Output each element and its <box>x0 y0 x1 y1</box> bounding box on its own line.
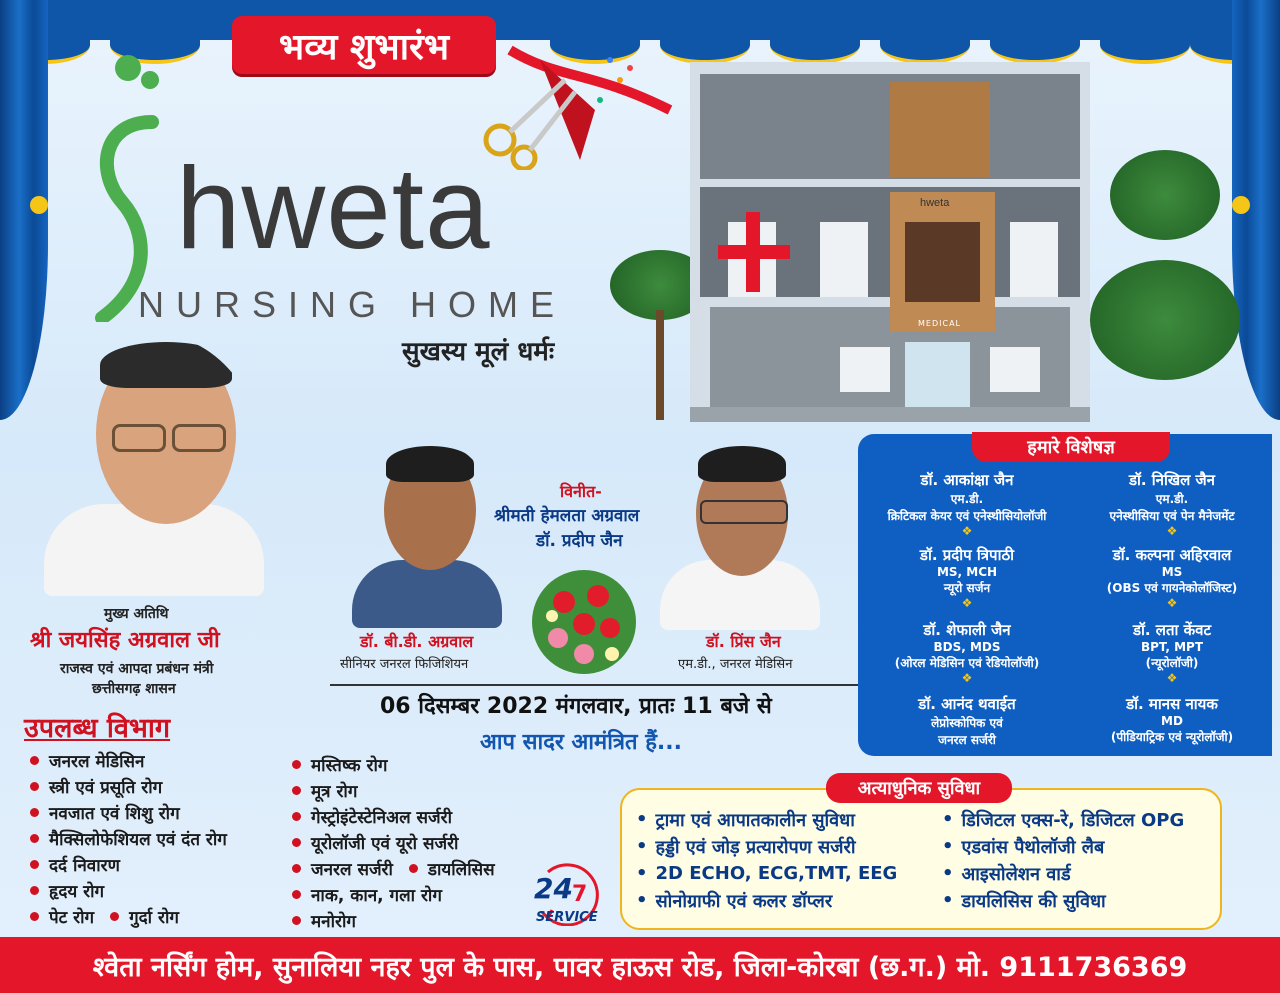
specialist-name: डॉ. लता केंवट <box>1132 621 1212 639</box>
tree-image <box>1090 150 1240 420</box>
departments-title: उपलब्ध विभाग <box>24 713 171 744</box>
specialist-name: डॉ. निखिल जैन <box>1128 471 1216 489</box>
valance-scallop <box>770 26 860 64</box>
bullet-icon <box>292 916 301 925</box>
specialist-card <box>862 694 1072 748</box>
list-item: • हड्डी एवं जोड़ प्रत्यारोपण सर्जरी <box>636 833 897 860</box>
service-days: 7 <box>572 882 588 907</box>
logo-subtitle: NURSING HOME <box>138 284 567 325</box>
bullet-icon <box>292 812 301 821</box>
specialist-degree: MD <box>1161 714 1183 728</box>
list-item: दर्द निवारण <box>30 851 227 877</box>
doctor-name: डॉ. बी.डी. अग्रवाल <box>360 632 474 651</box>
specialist-name: डॉ. कल्पना अहिरवाल <box>1112 546 1232 564</box>
specialist-field: जनरल सर्जरी <box>938 733 996 747</box>
list-item: पेट रोग गुर्दा रोग <box>30 903 227 929</box>
list-item: • सोनोग्राफी एवं कलर डॉप्लर <box>636 887 897 914</box>
bullet-icon <box>292 760 301 769</box>
bullet-icon <box>110 912 119 921</box>
specialist-name: डॉ. आनंद थवाईत <box>918 695 1016 713</box>
specialist-name: डॉ. शेफाली जैन <box>923 621 1011 639</box>
list-item: • ट्रामा एवं आपातकालीन सुविधा <box>636 806 897 833</box>
event-date: 06 दिसम्बर 2022 मंगलवार, प्रातः 11 बजे से <box>380 694 772 719</box>
list-item: नाक, कान, गला रोग <box>292 881 495 907</box>
specialist-field: (पीडियाट्रिक एवं न्यूरोलॉजी) <box>1110 730 1234 744</box>
building-sign: hweta <box>920 197 950 209</box>
diamond-icon: ❖ <box>1166 671 1178 685</box>
facilities-title: अत्याधुनिक सुविधा <box>826 773 1012 803</box>
specialist-degree: MS, MCH <box>936 565 998 579</box>
list-item: हृदय रोग <box>30 877 227 903</box>
specialist-card <box>1072 694 1272 745</box>
service-badge <box>528 862 612 926</box>
building-label: MEDICAL <box>918 319 961 328</box>
specialist-degree: BPT, MPT <box>1140 640 1204 654</box>
specialist-field: न्यूरो सर्जन <box>943 581 991 595</box>
doctor-degree: एम.डी., जनरल मेडिसिन <box>678 657 793 672</box>
chief-guest-photo <box>44 334 264 596</box>
host-name: श्रीमती हेमलता अग्रवाल <box>494 506 640 526</box>
list-item: • आइसोलेशन वार्ड <box>942 860 1184 887</box>
bullet-icon <box>30 912 39 921</box>
hospital-building-image <box>690 62 1090 422</box>
chief-guest-label: मुख्य अतिथि <box>104 606 169 622</box>
tagline: सुखस्य मूलं धर्मः <box>402 337 555 367</box>
chief-guest-name: श्री जयसिंह अग्रवाल जी <box>30 628 220 653</box>
specialist-degree: MS <box>1161 565 1183 579</box>
grand-opening-banner: भव्य शुभारंभ <box>232 16 496 74</box>
list-item: • डिजिटल एक्स-रे, डिजिटल OPG <box>942 806 1184 833</box>
specialist-degree: एम.डी. <box>1155 492 1189 506</box>
specialist-field: एनेस्थीसिया एवं पेन मैनेजमेंट <box>1109 509 1235 523</box>
bullet-icon <box>30 860 39 869</box>
list-item: मैक्सिलोफेशियल एवं दंत रोग <box>30 825 227 851</box>
specialist-field: क्रिटिकल केयर एवं एनेस्थीसियोलॉजी <box>887 509 1047 523</box>
list-item: यूरोलॉजी एवं यूरो सर्जरी <box>292 829 495 855</box>
divider <box>330 684 858 686</box>
event-invitation: आप सादर आमंत्रित हैं... <box>480 730 682 755</box>
valance-scallop <box>990 26 1080 64</box>
curtain-tie-icon <box>30 196 48 214</box>
valance-scallop <box>880 26 970 64</box>
service-hours: 24 <box>534 872 573 905</box>
specialist-card <box>862 620 1072 685</box>
list-item: स्त्री एवं प्रसूति रोग <box>30 773 227 799</box>
chief-guest-designation: राजस्व एवं आपदा प्रबंधन मंत्री <box>60 661 214 677</box>
logo-wordmark: hweta <box>176 143 491 273</box>
bullet-icon <box>30 834 39 843</box>
service-label: SERVICE <box>536 910 598 925</box>
host-name: डॉ. प्रदीप जैन <box>536 531 623 551</box>
bullet-icon <box>292 864 301 873</box>
specialist-field: (न्यूरोलॉजी) <box>1145 656 1199 670</box>
specialist-card <box>862 470 1072 538</box>
bullet-icon <box>30 808 39 817</box>
specialist-field: (ओरल मेडिसिन एवं रेडियोलॉजी) <box>894 656 1040 670</box>
diamond-icon: ❖ <box>1166 596 1178 610</box>
list-item: मस्तिष्क रोग <box>292 751 495 777</box>
specialist-degree: एम.डी. <box>950 492 984 506</box>
departments-list-left <box>30 747 227 929</box>
diamond-icon: ❖ <box>1166 524 1178 538</box>
list-item: मूत्र रोग <box>292 777 495 803</box>
specialist-card <box>1072 470 1272 538</box>
logo-s-mark-icon <box>92 52 172 322</box>
specialist-card <box>1072 545 1272 610</box>
specialist-degree: BDS, MDS <box>933 640 1001 654</box>
scissors-ribbon-icon <box>470 40 680 170</box>
bullet-icon <box>30 886 39 895</box>
specialists-title: हमारे विशेषज्ञ <box>972 432 1170 462</box>
list-item: जनरल मेडिसिन <box>30 747 227 773</box>
bullet-icon <box>292 890 301 899</box>
chief-guest-office: छत्तीसगढ़ शासन <box>92 681 176 697</box>
bullet-icon <box>292 838 301 847</box>
diamond-icon: ❖ <box>961 671 973 685</box>
list-item: नवजात एवं शिशु रोग <box>30 799 227 825</box>
hosts-label: विनीत- <box>560 482 602 501</box>
specialist-name: डॉ. आकांक्षा जैन <box>920 471 1014 489</box>
specialist-field: (OBS एवं गायनेकोलॉजिस्ट) <box>1106 581 1238 595</box>
diamond-icon: ❖ <box>961 596 973 610</box>
bullet-icon <box>292 786 301 795</box>
departments-list-right <box>292 751 495 933</box>
doctor-photo <box>660 440 820 630</box>
specialist-degree: लेप्रोस्कोपिक एवं <box>931 716 1003 730</box>
list-item: • 2D ECHO, ECG,TMT, EEG <box>636 860 897 887</box>
doctor-name: डॉ. प्रिंस जैन <box>706 632 781 651</box>
list-item: • डायलिसिस की सुविधा <box>942 887 1184 914</box>
bullet-icon <box>30 756 39 765</box>
bullet-icon <box>409 864 418 873</box>
doctor-degree: सीनियर जनरल फिजिशियन <box>340 657 469 672</box>
bullet-icon <box>30 782 39 791</box>
diamond-icon: ❖ <box>961 524 973 538</box>
list-item: जनरल सर्जरी डायलिसिस <box>292 855 495 881</box>
facilities-list-left <box>636 806 897 914</box>
facilities-list-right <box>942 806 1184 914</box>
doctor-photo <box>352 440 502 628</box>
specialist-card <box>862 545 1072 610</box>
list-item: • एडवांस पैथोलॉजी लैब <box>942 833 1184 860</box>
valance-scallop <box>1100 26 1190 64</box>
flower-bouquet-icon <box>528 566 640 678</box>
specialist-name: डॉ. प्रदीप त्रिपाठी <box>919 546 1015 564</box>
footer-address: श्वेता नर्सिंग होम, सुनालिया नहर पुल के पास, पावर हाऊस रोड, जिला-कोरबा (छ.ग.) मो. 9111736369 <box>0 937 1280 993</box>
list-item: गेस्ट्रोइंटेस्टेनिअल सर्जरी <box>292 803 495 829</box>
specialist-card <box>1072 620 1272 685</box>
list-item: मनोरोग <box>292 907 495 933</box>
specialist-name: डॉ. मानस नायक <box>1126 695 1218 713</box>
